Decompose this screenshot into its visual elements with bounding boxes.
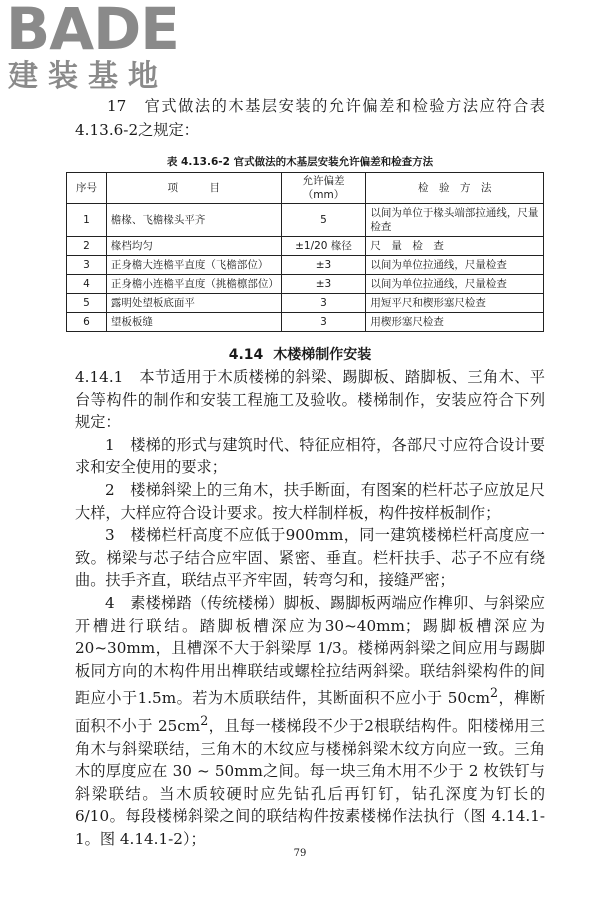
cell-item: 望板板缝 (106, 313, 281, 332)
logo-subtitle: 建装基地 (8, 59, 168, 94)
logo-brand: BADE (6, 0, 179, 63)
cell-tolerance: ±1/20 椽径 (281, 237, 366, 256)
cell-tolerance: 5 (281, 204, 366, 237)
cell-no: 5 (67, 294, 107, 313)
cell-no: 3 (67, 256, 107, 275)
logo (6, 0, 191, 100)
cell-item: 檐椽、飞檐椽头平齐 (106, 204, 281, 237)
item-4-part-b: ，榫断面积不小于 25cm (75, 689, 546, 736)
table-row (67, 275, 544, 294)
cell-method: 用楔形塞尺检查 (366, 313, 544, 332)
header-item: 项 目 (106, 173, 281, 204)
cell-tolerance: ±3 (281, 275, 366, 294)
header-method: 检 验 方 法 (366, 173, 544, 204)
cell-no: 6 (67, 313, 107, 332)
cell-tolerance: 3 (281, 313, 366, 332)
item-1: 1 楼梯的形式与建筑时代、特征应相符，各部尺寸应符合设计要求和安全使用的要求； (75, 435, 545, 477)
cell-method: 用短平尺和楔形塞尺检查 (366, 294, 544, 313)
tolerance-table (66, 172, 544, 332)
table-row (67, 204, 544, 237)
table-row (67, 237, 544, 256)
cell-item: 正身檐大连檐平直度（飞檐部位） (106, 256, 281, 275)
intro-text: 17 官式做法的木基层安装的允许偏差和检验方法应符合表4.13.6-2之规定： (75, 97, 545, 139)
cell-method: 尺 量 检 查 (366, 237, 544, 256)
cell-item: 椽档均匀 (106, 237, 281, 256)
table-row (67, 294, 544, 313)
cell-tolerance: 3 (281, 294, 366, 313)
item-2: 2 楼梯斜梁上的三角木，扶手断面，有图案的栏杆芯子应放足尺大样，大样应符合设计要求。按大样制样板，构件按样板制作； (75, 480, 545, 522)
superscript-2: 2 (200, 712, 209, 728)
item-4-part-a: 4 素楼梯踏（传统楼梯）脚板、踢脚板两端应作榫卯、与斜梁应开槽进行联结。踏脚板槽深应为30~40mm；踢脚板槽深应为20~30mm，且槽深不大于斜梁厚 1/3。楼梯两斜梁之间应用与踢脚板同方向的木构件用出榫联结或螺栓拉结两斜梁。联结斜梁构件的间距应小于1.5m。若为木质联结件，其断面积不应小于 50cm (75, 593, 545, 708)
page-number: 79 (293, 848, 307, 859)
cell-method: 以间为单位拉通线，尺量检查 (366, 256, 544, 275)
header-no: 序号 (67, 173, 107, 204)
section-heading (0, 345, 600, 365)
table-row (67, 256, 544, 275)
clause-4-14-1: 4.14.1 本节适用于木质楼梯的斜梁、踢脚板、踏脚板、三角木、平台等构件的制作和安装工程施工及验收。楼梯制作，安装应符合下列规定： (75, 368, 545, 432)
cell-item: 正身檐小连檐平直度（挑檐檩部位） (106, 275, 281, 294)
item-4 (75, 592, 545, 851)
cell-method: 以间为单位拉通线，尺量检查 (366, 275, 544, 294)
table-caption: 表 4.13.6-2 官式做法的木基层安装允许偏差和检查方法 (166, 156, 434, 168)
cell-no: 1 (67, 204, 107, 237)
cell-method: 以间为单位于椽头端部拉通线，尺量检查 (366, 204, 544, 237)
intro-paragraph (75, 94, 545, 142)
item-4-part-c: ，且每一楼梯段不少于2根联结构件。阳楼梯用三角木与斜梁联结，三角木的木纹应与楼梯斜梁木纹方向应一致。三角木的厚度应在 30 ~ 50mm之间。每一块三角木用不少于 2 枚铁钉与斜梁联结。当木质较硬时应先钻孔后再钉钉，钻孔深度为钉长的 6/10。每段楼梯斜梁之间的联结构件按素楼梯作法执行（图 4.14.1-1。图 4.14.1-2）； (75, 717, 545, 848)
cell-item: 露明处望板底面平 (106, 294, 281, 313)
section-title: 木楼梯制作安装 (273, 347, 372, 363)
section-body (75, 366, 545, 851)
table-row (67, 313, 544, 332)
table-header-row (67, 173, 544, 204)
item-3: 3 楼梯栏杆高度不应低于900mm，同一建筑楼梯栏杆高度应一致。梯梁与芯子结合应牢固、紧密、垂直。栏杆扶手、芯子不应有绕曲。扶手齐直，联结点平齐牢固，转弯匀和，接缝严密； (75, 526, 545, 590)
cell-tolerance: ±3 (281, 256, 366, 275)
cell-no: 4 (67, 275, 107, 294)
cell-no: 2 (67, 237, 107, 256)
superscript-2: 2 (490, 685, 499, 701)
header-tolerance: 允许偏差（mm） (281, 173, 366, 204)
section-number: 4.14 (228, 347, 264, 363)
